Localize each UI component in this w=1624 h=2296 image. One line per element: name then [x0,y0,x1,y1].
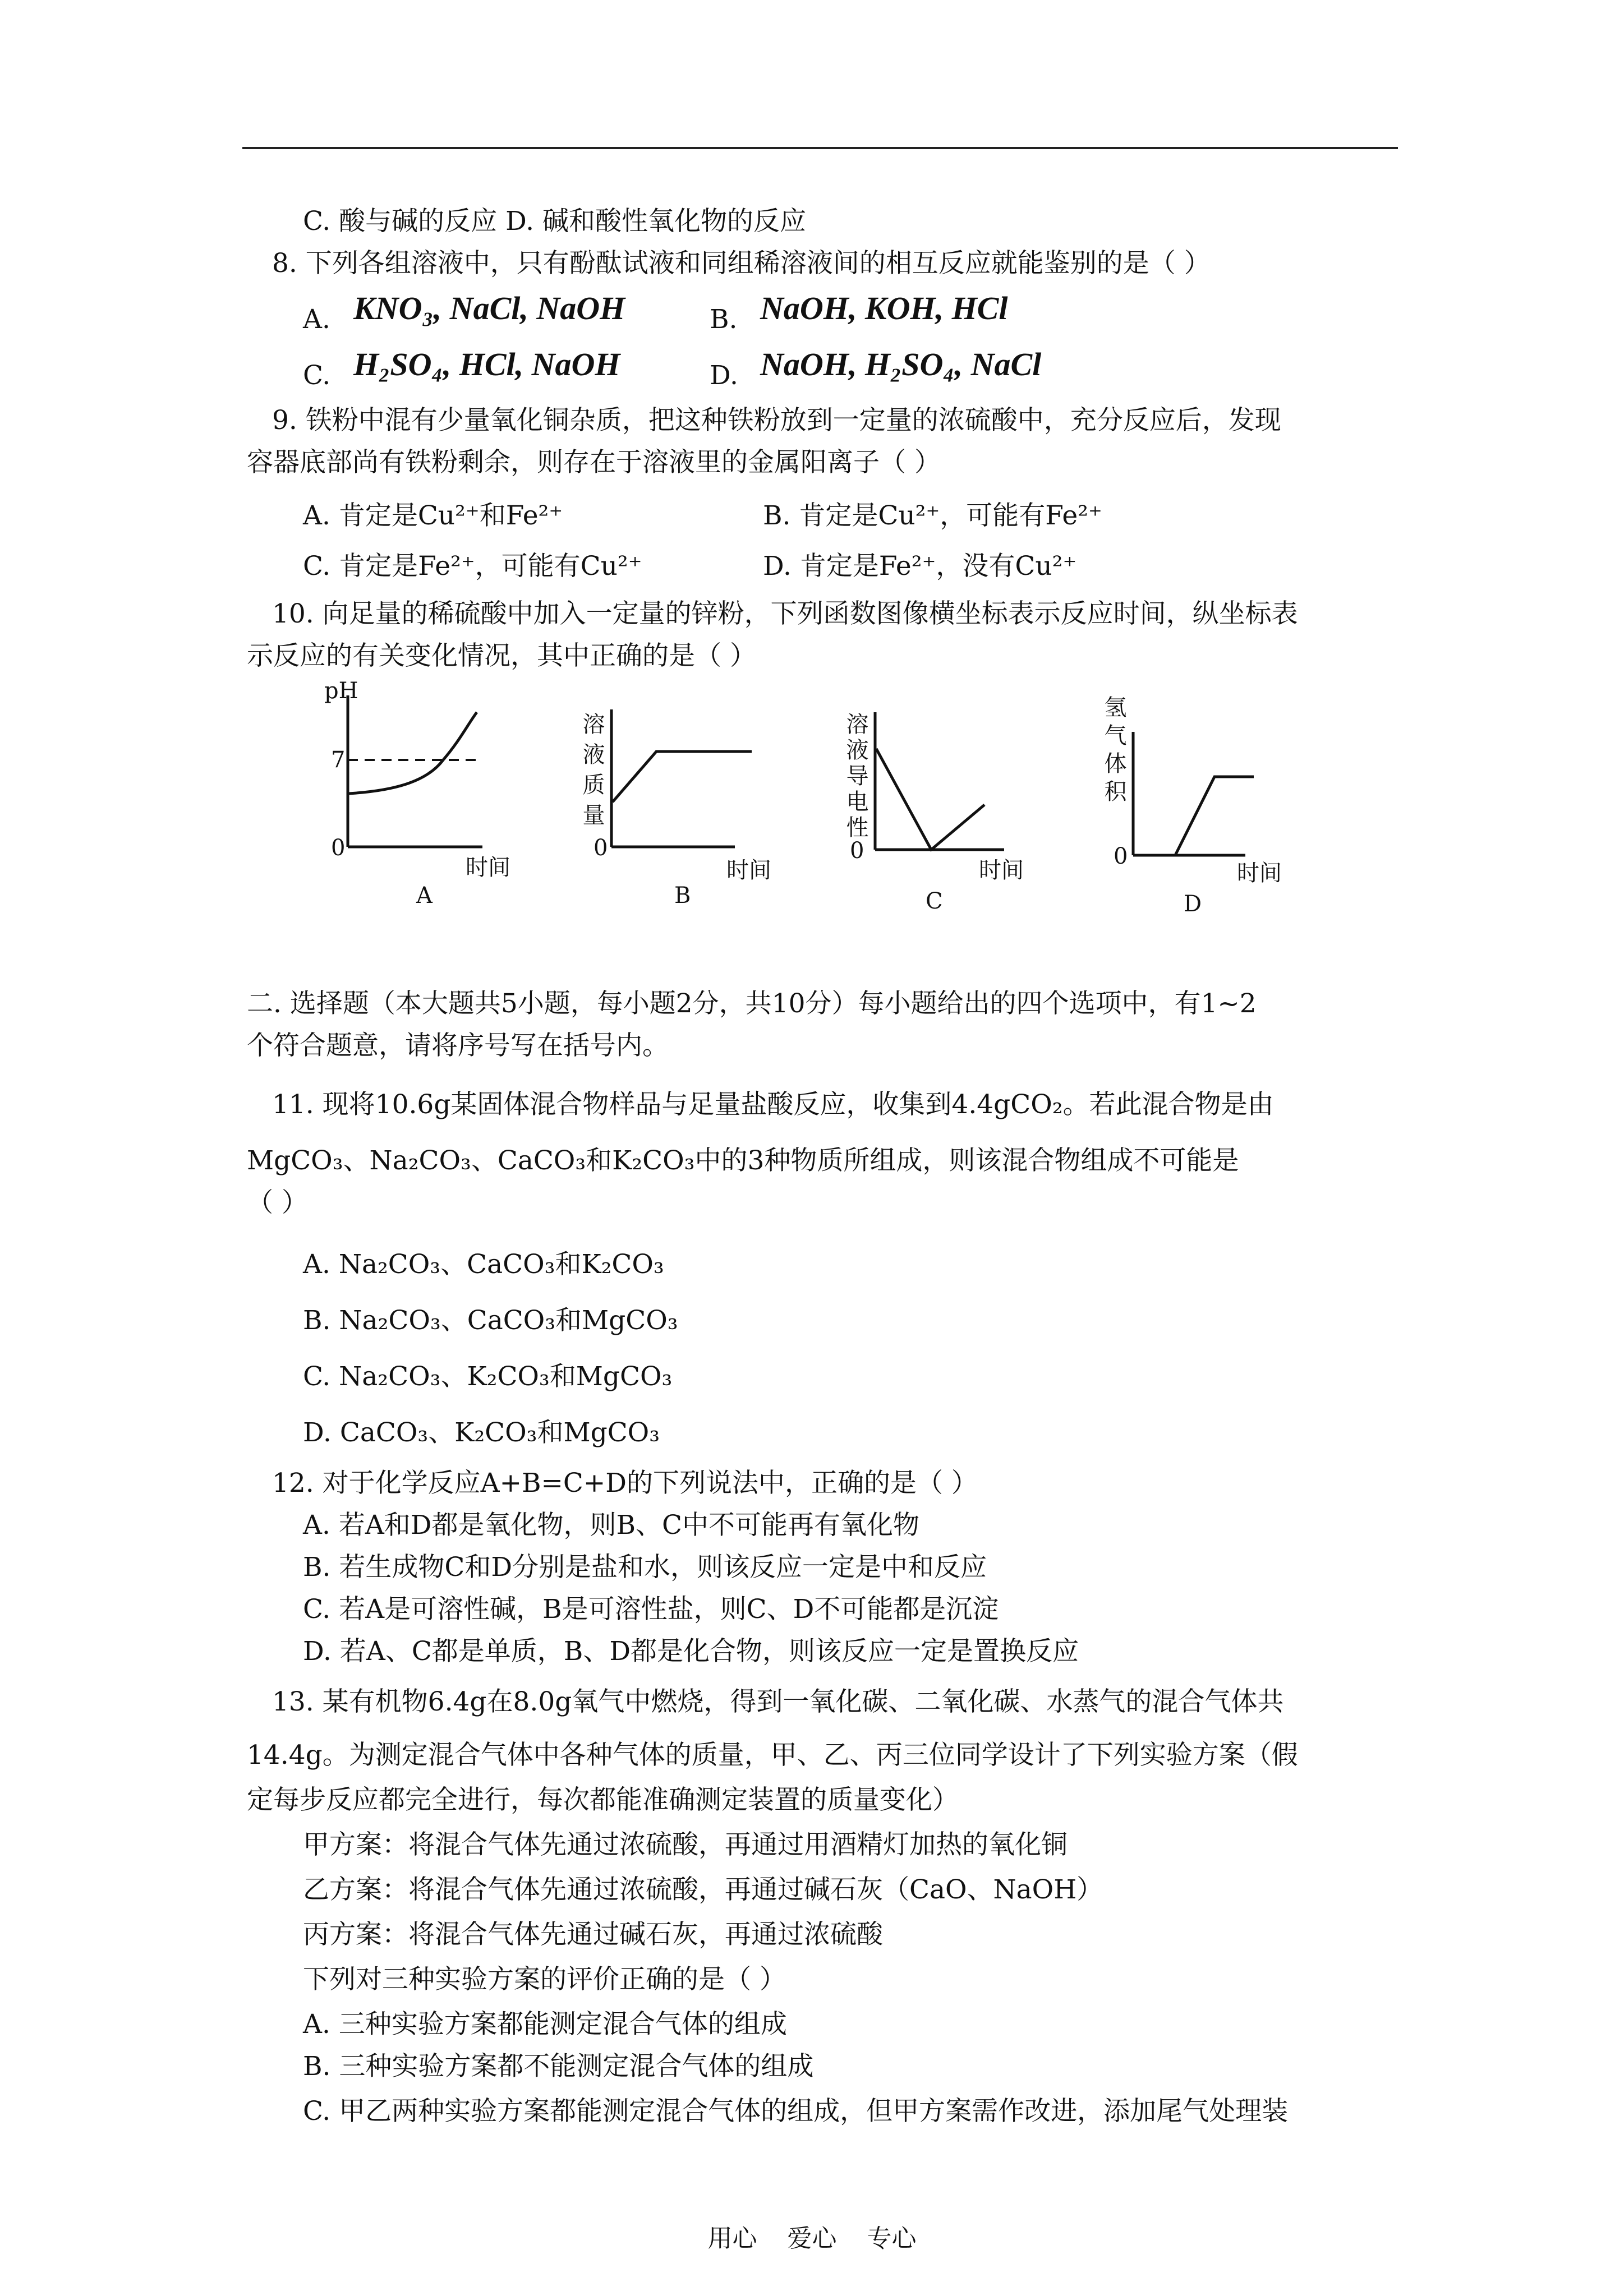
text-line: 二. 选择题（本大题共5小题，每小题2分，共10分）每小题给出的四个选项中，有1~2 [247,988,1257,1019]
graph-c-caption: C [926,888,943,914]
graph-d-ylabel: 氢气体积 [1101,695,1126,808]
graph-a-xlabel: 时间 [466,855,510,880]
text-line: 容器底部尚有铁粉剩余，则存在于溶液里的金属阳离子（ ） [247,447,941,478]
text-line: C. 肯定是Fe²⁺，可能有Cu²⁺ [303,551,642,582]
text-line: 定每步反应都完全进行，每次都能准确测定装置的质量变化） [247,1785,959,1815]
graph-a-origin: 0 [331,835,346,861]
graph-b-caption: B [674,883,691,909]
graph-b-ylabel: 溶液质量 [579,712,605,833]
graph-d [1133,732,1254,855]
formula-option: KNO₃, NaCl, NaOH [353,290,625,326]
text-line: B. 肯定是Cu²⁺，可能有Fe²⁺ [763,500,1102,531]
graph-c [875,712,1004,850]
graph-d-caption: D [1184,891,1202,917]
formula-option: NaOH, H₂SO₄, NaCl [760,346,1042,382]
text-line: 个符合题意，请将序号写在括号内。 [247,1030,669,1061]
graph-c-ylabel: 溶液导电性 [843,712,868,841]
text-line: A. Na₂CO₃、CaCO₃和K₂CO₃ [303,1249,664,1280]
graph-c-origin: 0 [850,838,864,864]
text-line: A. [303,304,330,335]
formula-option: H₂SO₄, HCl, NaOH [353,346,620,382]
text-line: 13. 某有机物6.4g在8.0g氧气中燃烧，得到一氧化碳、二氧化碳、水蒸气的混合气体共 [272,1686,1284,1717]
text-line: 丙方案：将混合气体先通过碱石灰，再通过浓硫酸 [303,1919,883,1950]
text-line: MgCO₃、Na₂CO₃、CaCO₃和K₂CO₃中的3种物质所组成，则该混合物组成不可能是 [247,1145,1239,1176]
text-line: 12. 对于化学反应A+B=C+D的下列说法中，正确的是（ ） [272,1468,978,1499]
text-line: D. 肯定是Fe²⁺，没有Cu²⁺ [763,551,1077,582]
text-line: C. Na₂CO₃、K₂CO₃和MgCO₃ [303,1361,673,1392]
header-rule [242,147,1398,149]
text-line: 甲方案：将混合气体先通过浓硫酸，再通过用酒精灯加热的氧化铜 [303,1829,1068,1860]
text-line: D. CaCO₃、K₂CO₃和MgCO₃ [303,1417,660,1448]
text-line: B. Na₂CO₃、CaCO₃和MgCO₃ [303,1305,678,1336]
graph-d-xlabel: 时间 [1237,860,1282,886]
text-line: C. [303,360,331,391]
graph-b-xlabel: 时间 [726,857,771,883]
formula-option: NaOH, KOH, HCl [760,290,1008,326]
text-line: C. 甲乙两种实验方案都能测定混合气体的组成，但甲方案需作改进，添加尾气处理装 [303,2096,1289,2127]
text-line: B. 若生成物C和D分别是盐和水，则该反应一定是中和反应 [303,1552,987,1583]
text-line: B. [710,304,738,335]
text-line: 8. 下列各组溶液中，只有酚酞试液和同组稀溶液间的相互反应就能鉴别的是（ ） [272,248,1211,279]
text-line: 9. 铁粉中混有少量氧化铜杂质，把这种铁粉放到一定量的浓硫酸中，充分反应后，发现 [272,405,1281,436]
text-line: A. 三种实验方案都能测定混合气体的组成 [303,2009,787,2040]
text-line: 下列对三种实验方案的评价正确的是（ ） [303,1964,786,1995]
graph-a-ytick: 7 [331,747,346,773]
text-line: 14.4g。为测定混合气体中各种气体的质量，甲、乙、丙三位同学设计了下列实验方案（假 [247,1740,1298,1771]
graph-d-origin: 0 [1114,843,1128,869]
text-line: B. 三种实验方案都不能测定混合气体的组成 [303,2051,814,2082]
text-line: D. 若A、C都是单质，B、D都是化合物，则该反应一定是置换反应 [303,1636,1079,1667]
text-line: C. 若A是可溶性碱，B是可溶性盐，则C、D不可能都是沉淀 [303,1594,999,1625]
text-line: 乙方案：将混合气体先通过浓硫酸，再通过碱石灰（CaO、NaOH） [303,1874,1103,1905]
graph-a-caption: A [416,883,433,909]
text-line: D. [710,360,738,391]
graph-a-ylabel: pH [324,678,358,704]
text-line: A. 肯定是Cu²⁺和Fe²⁺ [303,500,563,531]
page-footer: 用心 爱心 专心 [707,2224,917,2253]
graph-b-origin: 0 [594,835,608,861]
text-line: 示反应的有关变化情况，其中正确的是（ ） [247,640,756,671]
graph-b [611,709,752,847]
text-line: C. 酸与碱的反应 D. 碱和酸性氧化物的反应 [303,206,806,237]
text-line: A. 若A和D都是氧化物，则B、C中不可能再有氧化物 [303,1510,919,1541]
graph-c-xlabel: 时间 [979,857,1024,883]
text-line: （ ） [247,1187,308,1218]
text-line: 10. 向足量的稀硫酸中加入一定量的锌粉，下列函数图像横坐标表示反应时间，纵坐标表 [272,598,1298,629]
graph-a [348,695,482,847]
text-line: 11. 现将10.6g某固体混合物样品与足量盐酸反应，收集到4.4gCO₂。若此混合物是由 [272,1089,1274,1120]
